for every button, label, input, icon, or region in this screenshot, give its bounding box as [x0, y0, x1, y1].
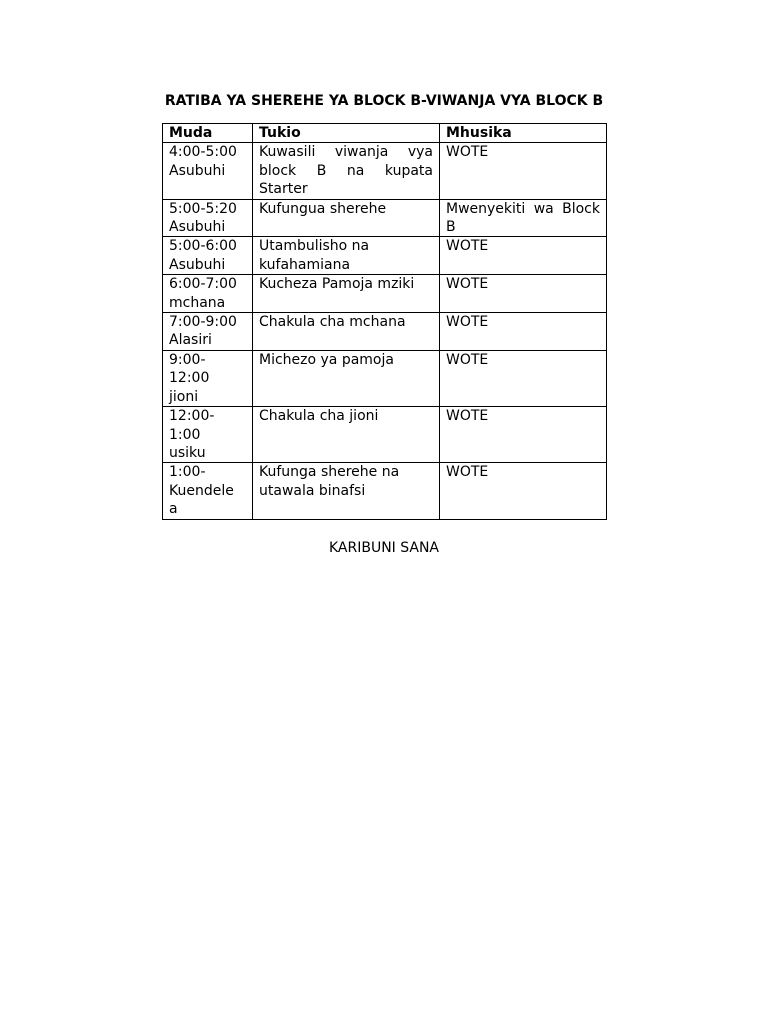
time-range: 6:00-7:00	[169, 276, 237, 293]
time-period: Asubuhi	[169, 162, 226, 179]
time-range-start: 12:00-	[169, 408, 215, 425]
cell-mhusika: WOTE	[440, 407, 607, 463]
table-row	[163, 407, 607, 463]
cell-mhusika: WOTE	[440, 463, 607, 519]
cell-muda	[163, 407, 253, 463]
table-row	[163, 313, 607, 351]
time-range: 5:00-6:00	[169, 238, 237, 255]
cell-muda	[163, 237, 253, 275]
cell-muda	[163, 199, 253, 237]
time-range-end: Kuendele	[169, 482, 234, 499]
time-range: 4:00-5:00	[169, 144, 237, 161]
time-period: jioni	[169, 388, 199, 405]
time-range: 7:00-9:00	[169, 314, 237, 331]
cell-muda	[163, 275, 253, 313]
cell-mhusika: WOTE	[440, 313, 607, 351]
cell-tukio: Utambulisho na kufahamiana	[253, 237, 440, 275]
time-period: usiku	[169, 444, 206, 461]
cell-mhusika: WOTE	[440, 275, 607, 313]
cell-muda	[163, 350, 253, 406]
cell-tukio: Chakula cha mchana	[253, 313, 440, 351]
time-period: Alasiri	[169, 332, 212, 349]
time-range-end: 1:00	[169, 426, 201, 443]
table-row	[163, 350, 607, 406]
time-period: a	[169, 501, 178, 518]
header-tukio: Tukio	[253, 124, 440, 143]
cell-tukio: Kucheza Pamoja mziki	[253, 275, 440, 313]
cell-muda	[163, 313, 253, 351]
document-title: RATIBA YA SHEREHE YA BLOCK B-VIWANJA VYA BLOCK B	[164, 93, 604, 109]
time-range-end: 12:00	[169, 370, 210, 387]
table-header-row	[163, 124, 607, 143]
time-range-start: 9:00-	[169, 351, 206, 368]
time-range-start: 1:00-	[169, 464, 206, 481]
table-row	[163, 463, 607, 519]
cell-mhusika	[440, 199, 607, 237]
cell-tukio: Kufunga sherehe na utawala binafsi	[253, 463, 440, 519]
cell-muda	[163, 143, 253, 199]
time-period: mchana	[169, 294, 226, 311]
cell-mhusika: WOTE	[440, 350, 607, 406]
header-muda: Muda	[163, 124, 253, 143]
cell-muda	[163, 463, 253, 519]
mhusika-text: Mwenyekiti wa Block B	[446, 200, 600, 236]
schedule-table	[162, 123, 607, 520]
cell-tukio: Chakula cha jioni	[253, 407, 440, 463]
header-mhusika: Mhusika	[440, 124, 607, 143]
cell-mhusika: WOTE	[440, 237, 607, 275]
table-row	[163, 237, 607, 275]
cell-mhusika: WOTE	[440, 143, 607, 199]
cell-tukio: Kuwasili viwanja vya block B na kupata Starter	[253, 143, 440, 199]
time-period: Asubuhi	[169, 219, 226, 236]
time-period: Asubuhi	[169, 256, 226, 273]
table-row	[163, 143, 607, 199]
table-row	[163, 275, 607, 313]
time-range: 5:00-5:20	[169, 200, 237, 217]
cell-tukio: Michezo ya pamoja	[253, 350, 440, 406]
closing-message: KARIBUNI SANA	[328, 540, 440, 556]
cell-tukio: Kufungua sherehe	[253, 199, 440, 237]
table-row	[163, 199, 607, 237]
